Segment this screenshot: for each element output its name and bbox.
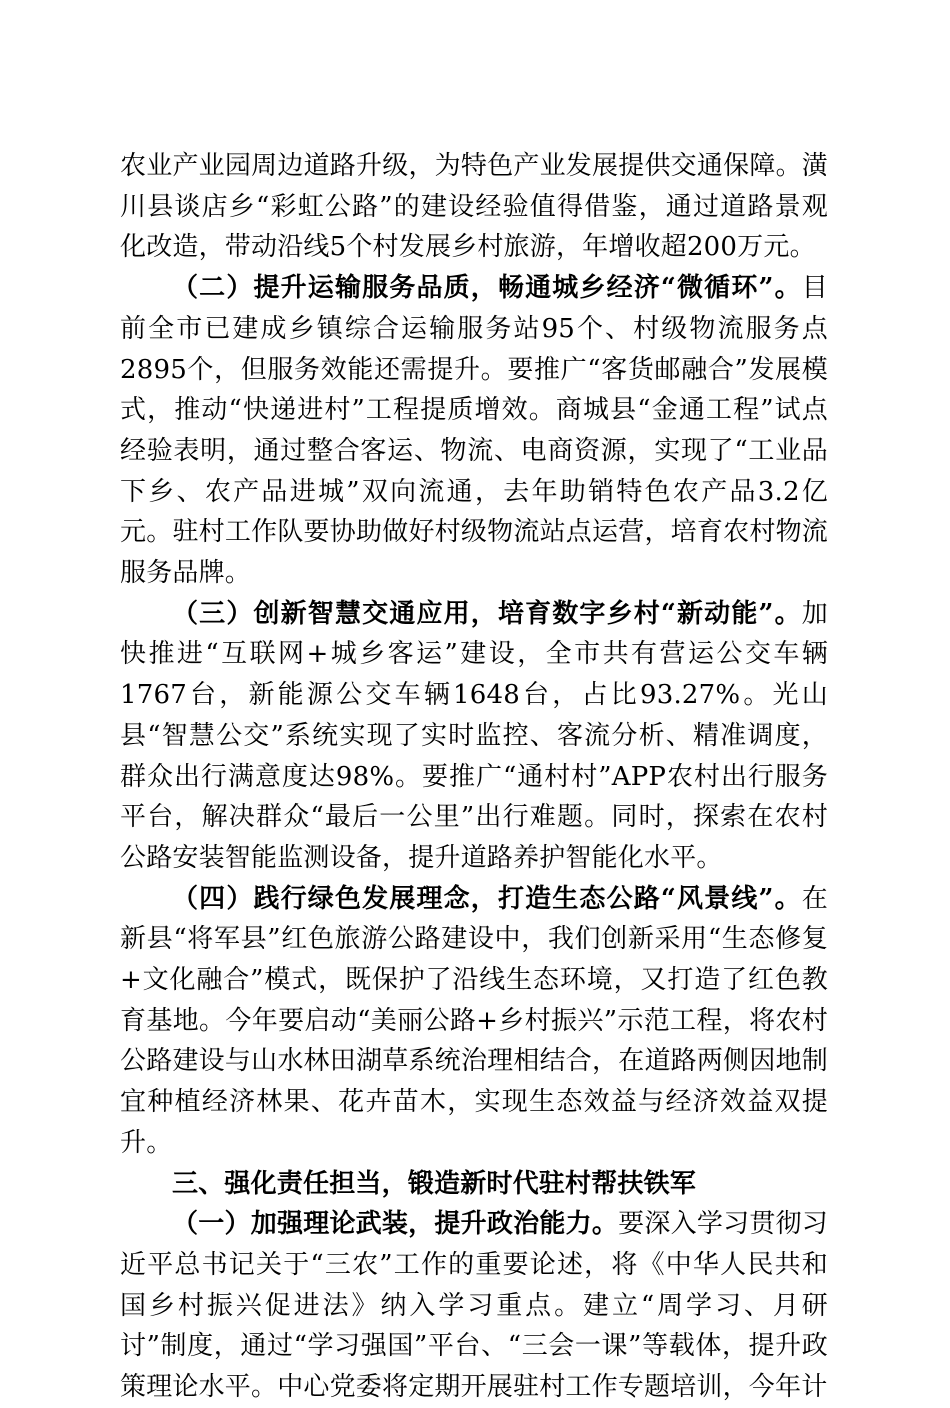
paragraph-smart-transport xyxy=(120,594,828,879)
paragraph-transport-service xyxy=(120,268,828,594)
paragraph-theory-study xyxy=(120,1204,828,1408)
paragraph-text: 加快推进“互联网+城乡客运”建设，全市共有营运公交车辆1767台，新能源公交车辆1648台，占比93.27%。光山县“智慧公交”系统实现了实时监控、客流分析、精准调度，群众出行满意度达98%。要推广“通村村”APP农村出行服务平台，解决群众“最后一公里”出行难题。同时，探索在农村公路安装智能监测设备，提升道路养护智能化水平。 xyxy=(120,598,828,873)
paragraph-lead: （四）践行绿色发展理念，打造生态公路“风景线”。 xyxy=(172,883,802,914)
paragraph-text: 要深入学习贯彻习近平总书记关于“三农”工作的重要论述，将《中华人民共和国乡村振兴促进法》纳入学习重点。建立“周学习、月研讨”制度，通过“学习强国”平台、“三会一课”等载体，提升政策理论水平。中心党委将定期开展驻村工作专题培训，今年计 xyxy=(120,1209,828,1403)
paragraph-text: 农业产业园周边道路升级，为特色产业发展提供交通保障。潢川县谈店乡“彩虹公路”的建设经验值得借鉴，通过道路景观化改造，带动沿线5个村发展乡村旅游，年增收超200万元。 xyxy=(120,151,828,263)
paragraph-text: 在新县“将军县”红色旅游公路建设中，我们创新采用“生态修复+文化融合”模式，既保护了沿线生态环境，又打造了红色教育基地。今年要启动“美丽公路+乡村振兴”示范工程，将农村公路建设与山水林田湖草系统治理相结合，在道路两侧因地制宜种植经济林果、花卉苗木，实现生态效益与经济效益双提升。 xyxy=(120,883,828,1158)
paragraph-lead: （一）加强理论武装，提升政治能力。 xyxy=(172,1209,619,1240)
paragraph-lead: （三）创新智慧交通应用，培育数字乡村“新动能”。 xyxy=(172,598,802,629)
document-body xyxy=(120,146,828,1408)
section-heading: 三、强化责任担当，锻造新时代驻村帮扶铁军 xyxy=(172,1168,697,1199)
paragraph-text: 目前全市已建成乡镇综合运输服务站95个、村级物流服务点2895个，但服务效能还需提升。要推广“客货邮融合”发展模式，推动“快递进村”工程提质增效。商城县“金通工程”试点经验表明，通过整合客运、物流、电商资源，实现了“工业品下乡、农产品进城”双向流通，去年助销特色农产品3.2亿元。驻村工作队要协助做好村级物流站点运营，培育农村物流服务品牌。 xyxy=(120,273,828,589)
paragraph-continuation xyxy=(120,146,828,268)
paragraph-lead: （二）提升运输服务品质，畅通城乡经济“微循环”。 xyxy=(172,273,802,304)
paragraph-green-development xyxy=(120,879,828,1164)
